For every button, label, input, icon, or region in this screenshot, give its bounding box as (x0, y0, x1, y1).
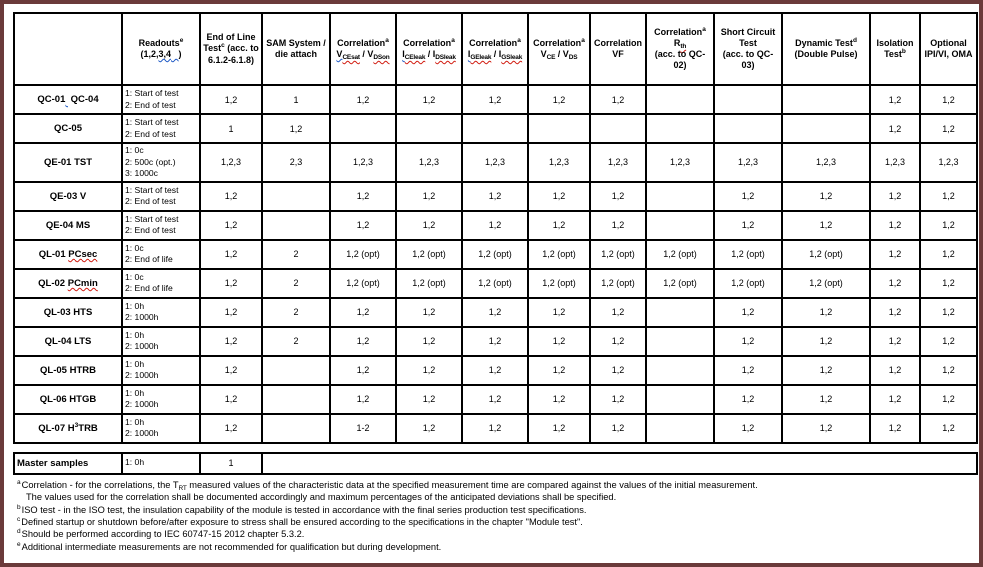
readouts-cell (122, 211, 200, 240)
col-header-dynamic-test: Dynamic Test$^d$ (Double Pulse) (782, 13, 870, 85)
readout-line: 1: Start of test (125, 87, 179, 98)
row-label: QE-01 TST (14, 143, 122, 182)
value-cell-correlation-vce-vds: 1,2,3 (528, 143, 590, 182)
table-row (14, 269, 977, 298)
footnote-continuation: The values used for the correlation shall be documented accordingly and maximum percentages of the anticipated deviations shall be specified. (26, 492, 617, 503)
value-cell-correlation-vce-vds: 1,2 (528, 298, 590, 327)
value-cell-end-of-line-test: 1 (200, 453, 262, 474)
readout-line: 1: 0h (125, 300, 145, 311)
value-cell-correlation-vce-vds: 1,2 (528, 85, 590, 114)
value-cell-correlation-rth: 1,2,3 (646, 143, 714, 182)
row-label: Master samples (14, 453, 122, 474)
footnote-d: $^d$Should be performed according to IEC 60747-15 2012 chapter 5.3.2. (17, 528, 305, 540)
row-label: QL-05 HTRB (14, 356, 122, 385)
value-cell-correlation-vce-vds: 1,2 (528, 385, 590, 414)
value-cell-isolation-test: 1,2 (870, 385, 920, 414)
value-cell-correlation-igeleak-igsleak: 1,2 (462, 211, 528, 240)
value-cell-end-of-line-test: 1,2 (200, 298, 262, 327)
readout-line: 1: 0c (125, 242, 144, 253)
value-cell-short-circuit-test: 1,2 (714, 414, 782, 443)
value-cell-dynamic-test: 1,2 (782, 298, 870, 327)
value-cell-optional-ipi-vi-oma: 1,2 (920, 182, 977, 211)
readouts-cell (122, 143, 200, 182)
value-cell-isolation-test: 1,2 (870, 356, 920, 385)
value-cell-dynamic-test: 1,2 (782, 414, 870, 443)
value-cell-correlation-vcesat-vdson: 1,2 (330, 298, 396, 327)
value-cell-correlation-rth (646, 327, 714, 356)
table-gap (13, 444, 971, 452)
value-cell-correlation-iceleak-idsleak: 1,2 (396, 327, 462, 356)
value-cell-correlation-vf (590, 114, 646, 143)
readout-line: 1: 0c (125, 145, 144, 155)
value-cell-sam-system (262, 414, 330, 443)
value-cell-end-of-line-test: 1,2 (200, 414, 262, 443)
value-cell-correlation-rth: 1,2 (opt) (646, 269, 714, 298)
value-cell-correlation-vcesat-vdson: 1,2 (330, 327, 396, 356)
value-cell-dynamic-test: 1,2 (opt) (782, 240, 870, 269)
value-cell-correlation-vf: 1,2 (590, 327, 646, 356)
value-cell-correlation-iceleak-idsleak: 1,2 (396, 356, 462, 385)
value-cell-correlation-rth (646, 182, 714, 211)
value-cell-correlation-vcesat-vdson (330, 114, 396, 143)
col-header-correlation-rth: Correlation$^a$ $R_{th}$ (acc. to QC-02) (646, 13, 714, 85)
value-cell-correlation-vf: 1,2 (opt) (590, 269, 646, 298)
value-cell-correlation-vf: 1,2 (590, 182, 646, 211)
readout-line: 1: 0h (125, 387, 145, 398)
value-cell-correlation-igeleak-igsleak: 1,2 (opt) (462, 240, 528, 269)
value-cell-correlation-vcesat-vdson: 1,2 (330, 356, 396, 385)
value-cell-optional-ipi-vi-oma: 1,2,3 (920, 143, 977, 182)
readout-line: 1: 0h (125, 329, 145, 340)
value-cell-correlation-rth (646, 385, 714, 414)
row-label: QL-06 HTGB (14, 385, 122, 414)
value-cell-optional-ipi-vi-oma: 1,2 (920, 298, 977, 327)
footnote-marker: e (17, 540, 21, 548)
col-header-optional-ipi-vi-oma: Optional IPI/VI, OMA (920, 13, 977, 85)
value-cell-isolation-test: 1,2,3 (870, 143, 920, 182)
readouts-cell (122, 414, 200, 443)
value-cell-short-circuit-test: 1,2 (714, 385, 782, 414)
readout-line: 1: Start of test (125, 213, 179, 224)
value-cell-correlation-rth (646, 114, 714, 143)
value-cell-correlation-iceleak-idsleak: 1,2,3 (396, 143, 462, 182)
value-cell-dynamic-test: 1,2 (782, 356, 870, 385)
value-cell-correlation-vcesat-vdson: 1,2 (opt) (330, 269, 396, 298)
value-cell-correlation-vce-vds: 1,2 (528, 211, 590, 240)
col-header-correlation-vf: Correlation VF (590, 13, 646, 85)
value-cell-sam-system: 2 (262, 298, 330, 327)
readouts-cell (122, 85, 200, 114)
value-cell-correlation-vcesat-vdson: 1,2 (opt) (330, 240, 396, 269)
value-cell-end-of-line-test: 1,2 (200, 269, 262, 298)
readout-line: 2: End of life (125, 254, 173, 265)
col-header-correlation-igeleak-igsleak: Correlation$^a$ $I_{GEleak} / I_{GSleak}$ (462, 13, 528, 85)
row-label: QE-03 V (14, 182, 122, 211)
col-header-end-of-line-test: End of Line Test$^c$ (acc. to 6.1.2-6.1.8) (200, 13, 262, 85)
readout-line: 2: 1000h (125, 370, 159, 381)
value-cell-correlation-rth (646, 356, 714, 385)
value-cell-correlation-vce-vds: 1,2 (528, 182, 590, 211)
value-cell-isolation-test: 1,2 (870, 85, 920, 114)
footnotes (13, 479, 971, 553)
row-label: QL-03 HTS (14, 298, 122, 327)
header-row (14, 13, 977, 85)
value-cell-dynamic-test: 1,2 (782, 327, 870, 356)
readout-line: 2: End of test (125, 225, 176, 236)
value-cell-correlation-iceleak-idsleak: 1,2 (396, 211, 462, 240)
readout-line: 2: 1000h (125, 428, 159, 439)
readout-line: 2: 1000h (125, 341, 159, 352)
value-cell-correlation-rth (646, 211, 714, 240)
value-cell-isolation-test: 1,2 (870, 327, 920, 356)
value-cell-isolation-test: 1,2 (870, 269, 920, 298)
value-cell-correlation-vce-vds: 1,2 (528, 414, 590, 443)
readouts-cell (122, 298, 200, 327)
value-cell-correlation-vf: 1,2 (590, 298, 646, 327)
value-cell-end-of-line-test: 1,2 (200, 356, 262, 385)
value-cell-correlation-vf: 1,2 (590, 85, 646, 114)
value-cell-sam-system: 1 (262, 85, 330, 114)
col-header-correlation-vce-vds: Correlation$^a$ $V_{CE} / V_{DS}$ (528, 13, 590, 85)
value-cell-correlation-rth (646, 414, 714, 443)
value-cell-correlation-igeleak-igsleak: 1,2 (opt) (462, 269, 528, 298)
value-cell-correlation-igeleak-igsleak: 1,2 (462, 356, 528, 385)
value-cell-optional-ipi-vi-oma: 1,2 (920, 356, 977, 385)
readout-line: 1: 0h (125, 416, 145, 427)
value-cell-correlation-rth (646, 298, 714, 327)
empty-cell (262, 453, 977, 474)
value-cell-isolation-test: 1,2 (870, 298, 920, 327)
value-cell-optional-ipi-vi-oma: 1,2 (920, 385, 977, 414)
value-cell-isolation-test: 1,2 (870, 114, 920, 143)
value-cell-correlation-vce-vds: 1,2 (opt) (528, 240, 590, 269)
value-cell-correlation-vf: 1,2 (590, 385, 646, 414)
qualification-test-matrix-table (13, 12, 978, 444)
row-label: QL-01 PCsec (14, 240, 122, 269)
value-cell-dynamic-test (782, 114, 870, 143)
value-cell-correlation-igeleak-igsleak: 1,2,3 (462, 143, 528, 182)
value-cell-correlation-rth (646, 85, 714, 114)
col-header-isolation-test: Isolation Test$^b$ (870, 13, 920, 85)
value-cell-correlation-vf: 1,2 (590, 356, 646, 385)
value-cell-correlation-vf: 1,2 (590, 211, 646, 240)
value-cell-correlation-vcesat-vdson: 1,2 (330, 182, 396, 211)
value-cell-short-circuit-test: 1,2 (714, 211, 782, 240)
value-cell-short-circuit-test: 1,2 (opt) (714, 269, 782, 298)
table-row (14, 143, 977, 182)
value-cell-isolation-test: 1,2 (870, 211, 920, 240)
readouts-cell (122, 114, 200, 143)
value-cell-short-circuit-test: 1,2 (714, 298, 782, 327)
value-cell-correlation-vcesat-vdson: 1,2 (330, 85, 396, 114)
value-cell-correlation-vcesat-vdson: 1,2 (330, 211, 396, 240)
col-header-correlation-iceleak-idsleak: Correlation$^a$ $I_{CEleak} / I_{DSleak}$ (396, 13, 462, 85)
value-cell-correlation-iceleak-idsleak (396, 114, 462, 143)
value-cell-sam-system: 1,2 (262, 114, 330, 143)
col-header-row-label (14, 13, 122, 85)
footnote-b: $^b$ISO test - in the ISO test, the insulation capability of the module is tested in accordance with the final series production test specifications. (17, 503, 587, 515)
value-cell-optional-ipi-vi-oma: 1,2 (920, 240, 977, 269)
value-cell-correlation-rth: 1,2 (opt) (646, 240, 714, 269)
value-cell-short-circuit-test (714, 114, 782, 143)
readouts-cell: 1: 0h (122, 453, 200, 474)
value-cell-correlation-igeleak-igsleak: 1,2 (462, 85, 528, 114)
value-cell-optional-ipi-vi-oma: 1,2 (920, 211, 977, 240)
value-cell-optional-ipi-vi-oma: 1,2 (920, 414, 977, 443)
readout-line: 2: End of life (125, 283, 173, 294)
value-cell-correlation-vcesat-vdson: 1-2 (330, 414, 396, 443)
value-cell-dynamic-test: 1,2 (782, 211, 870, 240)
col-header-short-circuit-test: Short Circuit Test (acc. to QC-03) (714, 13, 782, 85)
value-cell-correlation-vce-vds (528, 114, 590, 143)
table-row (14, 211, 977, 240)
footnote-c: $^c$Defined startup or shutdown before/after exposure to stress shall be ensured according to the specifications in the chapter "Module test". (17, 515, 583, 527)
readout-line: 2: 500c (opt.) (125, 156, 176, 167)
row-label: QC-05 (14, 114, 122, 143)
table-row (14, 414, 977, 443)
readout-line: 2: End of test (125, 128, 176, 139)
value-cell-correlation-vce-vds: 1,2 (528, 356, 590, 385)
value-cell-correlation-igeleak-igsleak: 1,2 (462, 385, 528, 414)
value-cell-correlation-vce-vds: 1,2 (528, 327, 590, 356)
master-samples-row (14, 453, 977, 474)
row-label: QE-04 MS (14, 211, 122, 240)
row-label: QL-04 LTS (14, 327, 122, 356)
value-cell-correlation-igeleak-igsleak: 1,2 (462, 414, 528, 443)
readouts-cell (122, 269, 200, 298)
readout-line: 2: 1000h (125, 312, 159, 323)
value-cell-end-of-line-test: 1,2 (200, 327, 262, 356)
value-cell-sam-system: 2 (262, 240, 330, 269)
value-cell-sam-system: 2,3 (262, 143, 330, 182)
readout-line: 2: End of test (125, 196, 176, 207)
value-cell-end-of-line-test: 1,2 (200, 240, 262, 269)
value-cell-optional-ipi-vi-oma: 1,2 (920, 85, 977, 114)
value-cell-sam-system (262, 356, 330, 385)
col-header-sam-system: SAM System / die attach (262, 13, 330, 85)
readout-line: 2: End of test (125, 99, 176, 110)
master-samples-table (13, 452, 978, 475)
value-cell-optional-ipi-vi-oma: 1,2 (920, 269, 977, 298)
readouts-cell (122, 240, 200, 269)
footnote-marker: c (17, 515, 21, 523)
value-cell-isolation-test: 1,2 (870, 414, 920, 443)
table-row (14, 85, 977, 114)
value-cell-end-of-line-test: 1,2 (200, 211, 262, 240)
value-cell-sam-system (262, 385, 330, 414)
value-cell-short-circuit-test: 1,2,3 (714, 143, 782, 182)
value-cell-sam-system: 2 (262, 327, 330, 356)
value-cell-dynamic-test: 1,2 (782, 385, 870, 414)
value-cell-end-of-line-test: 1,2,3 (200, 143, 262, 182)
value-cell-correlation-iceleak-idsleak: 1,2 (396, 298, 462, 327)
table-row (14, 327, 977, 356)
value-cell-dynamic-test: 1,2 (opt) (782, 269, 870, 298)
readouts-cell (122, 182, 200, 211)
value-cell-optional-ipi-vi-oma: 1,2 (920, 327, 977, 356)
readouts-cell (122, 327, 200, 356)
table-row (14, 240, 977, 269)
value-cell-short-circuit-test (714, 85, 782, 114)
value-cell-isolation-test: 1,2 (870, 182, 920, 211)
value-cell-dynamic-test (782, 85, 870, 114)
value-cell-sam-system (262, 211, 330, 240)
value-cell-correlation-vf: 1,2 (590, 414, 646, 443)
readouts-cell (122, 385, 200, 414)
value-cell-short-circuit-test: 1,2 (opt) (714, 240, 782, 269)
readout-line: 1: Start of test (125, 184, 179, 195)
value-cell-short-circuit-test: 1,2 (714, 182, 782, 211)
table-row (14, 182, 977, 211)
value-cell-correlation-iceleak-idsleak: 1,2 (opt) (396, 240, 462, 269)
row-label: QL-02 PCmin (14, 269, 122, 298)
table-row (14, 114, 977, 143)
value-cell-isolation-test: 1,2 (870, 240, 920, 269)
table-row (14, 356, 977, 385)
value-cell-dynamic-test: 1,2 (782, 182, 870, 211)
value-cell-correlation-iceleak-idsleak: 1,2 (396, 385, 462, 414)
value-cell-correlation-vce-vds: 1,2 (opt) (528, 269, 590, 298)
value-cell-correlation-iceleak-idsleak: 1,2 (396, 414, 462, 443)
readout-line: 2: 1000h (125, 399, 159, 410)
value-cell-correlation-iceleak-idsleak: 1,2 (396, 182, 462, 211)
footnote-e: $^e$Additional intermediate measurements are not recommended for qualification but during development. (17, 540, 442, 552)
value-cell-correlation-igeleak-igsleak: 1,2 (462, 327, 528, 356)
value-cell-correlation-iceleak-idsleak: 1,2 (396, 85, 462, 114)
value-cell-optional-ipi-vi-oma: 1,2 (920, 114, 977, 143)
table-header (14, 13, 977, 85)
value-cell-correlation-vf: 1,2,3 (590, 143, 646, 182)
value-cell-end-of-line-test: 1,2 (200, 385, 262, 414)
row-label: QC-01 QC-04 (14, 85, 122, 114)
value-cell-correlation-igeleak-igsleak: 1,2 (462, 182, 528, 211)
footnote-a: $^a$Correlation - for the correlations, the $T_{RT}$ measured values of the characteristic data at the specified measurement time are compared against the values of the initial measurement. (17, 478, 758, 492)
value-cell-end-of-line-test: 1,2 (200, 182, 262, 211)
footnote-marker: a (17, 478, 21, 486)
value-cell-short-circuit-test: 1,2 (714, 356, 782, 385)
footnote-marker: b (17, 503, 21, 511)
readout-line: 1: Start of test (125, 116, 179, 127)
value-cell-sam-system: 2 (262, 269, 330, 298)
table-row (14, 385, 977, 414)
row-label: QL-07 $H^3TRB$ (14, 414, 122, 443)
value-cell-end-of-line-test: 1 (200, 114, 262, 143)
value-cell-correlation-vcesat-vdson: 1,2 (330, 385, 396, 414)
value-cell-end-of-line-test: 1,2 (200, 85, 262, 114)
readout-line: 3: 1000c (125, 168, 158, 179)
value-cell-dynamic-test: 1,2,3 (782, 143, 870, 182)
value-cell-correlation-vcesat-vdson: 1,2,3 (330, 143, 396, 182)
col-header-correlation-vcesat-vdson: Correlation$^a$ $V_{CEsat} / V_{DSon}$ (330, 13, 396, 85)
readouts-cell (122, 356, 200, 385)
footnote-marker: d (17, 528, 21, 536)
value-cell-correlation-igeleak-igsleak: 1,2 (462, 298, 528, 327)
value-cell-sam-system (262, 182, 330, 211)
readout-line: 1: 0h (125, 358, 145, 369)
value-cell-correlation-iceleak-idsleak: 1,2 (opt) (396, 269, 462, 298)
readout-line: 1: 0c (125, 271, 144, 282)
value-cell-short-circuit-test: 1,2 (714, 327, 782, 356)
table-row (14, 298, 977, 327)
col-header-readouts: Readouts$^e$ (1,2,3,4 ) (122, 13, 200, 85)
value-cell-correlation-igeleak-igsleak (462, 114, 528, 143)
value-cell-correlation-vf: 1,2 (opt) (590, 240, 646, 269)
